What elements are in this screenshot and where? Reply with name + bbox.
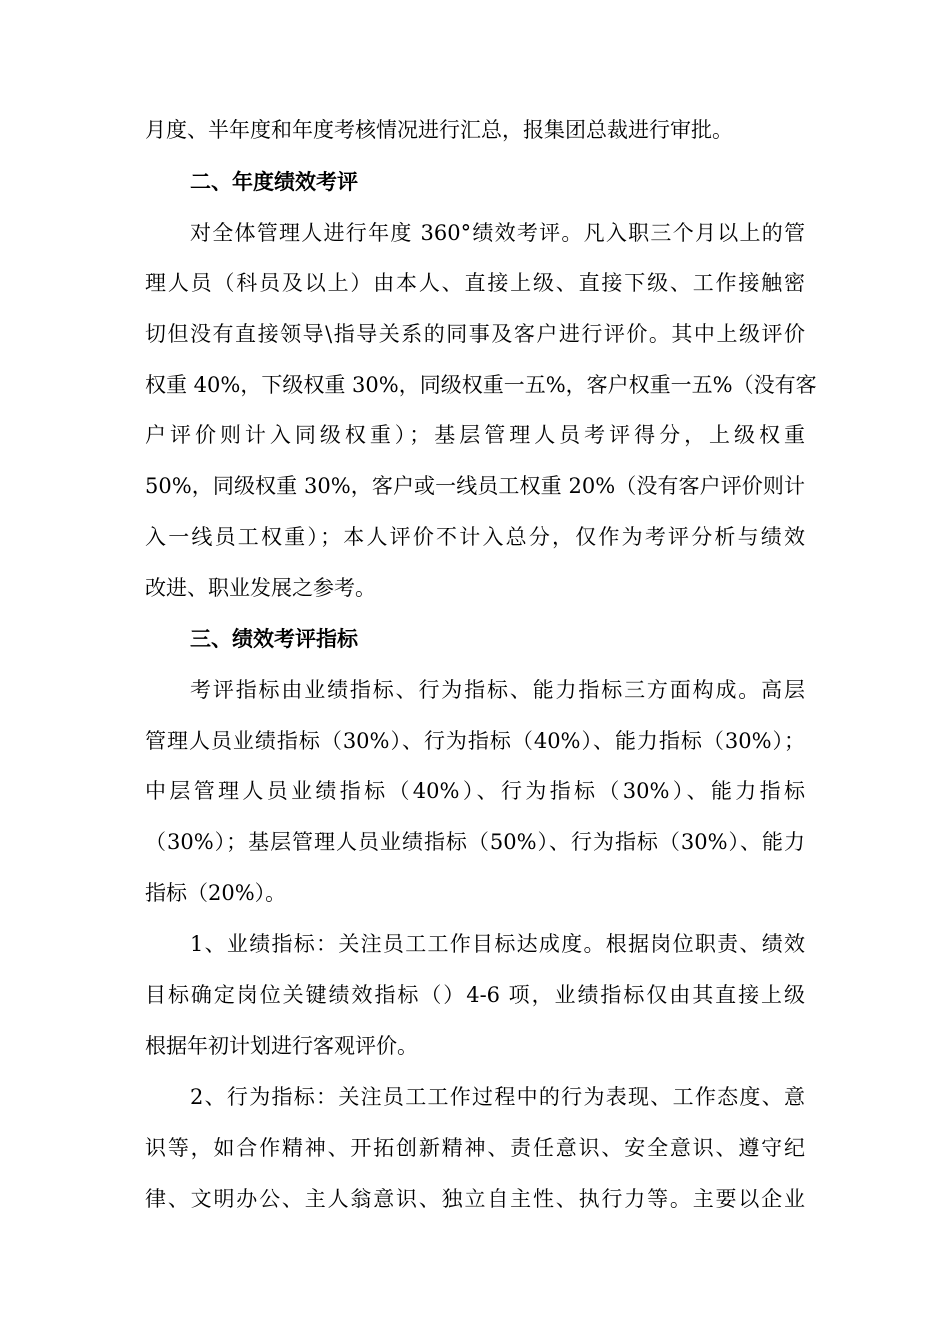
paragraph-line: 指标（20%）。 [145, 881, 287, 905]
paragraph-line: （30%）；基层管理人员业绩指标（50%）、行为指标（30%）、能力 [145, 830, 805, 854]
paragraph-line: 对全体管理人进行年度 360°绩效考评。凡入职三个月以上的管 [190, 221, 805, 245]
paragraph-line: 月度、半年度和年度考核情况进行汇总，报集团总裁进行审批。 [145, 118, 733, 142]
paragraph-line: 中层管理人员业绩指标（40%）、行为指标（30%）、能力指标 [145, 779, 805, 803]
paragraph-line: 2、行为指标：关注员工工作过程中的行为表现、工作态度、意 [190, 1085, 805, 1109]
paragraph-line: 改进、职业发展之参考。 [145, 576, 376, 600]
paragraph-line: 管理人员业绩指标（30%）、行为指标（40%）、能力指标（30%）； [145, 729, 805, 753]
section-heading-annual-evaluation: 二、年度绩效考评 [190, 170, 358, 194]
paragraph-line: 切但没有直接领导\指导关系的同事及客户进行评价。其中上级评价 [145, 322, 805, 346]
paragraph-line: 权重 40%，下级权重 30%，同级权重一五%，客户权重一五%（没有客 [145, 373, 817, 397]
paragraph-line: 50%，同级权重 30%，客户或一线员工权重 20%（没有客户评价则计 [145, 474, 805, 498]
paragraph-line: 1、业绩指标：关注员工工作目标达成度。根据岗位职责、绩效 [190, 932, 805, 956]
paragraph-line: 律、文明办公、主人翁意识、独立自主性、执行力等。主要以企业 [145, 1187, 805, 1211]
section-heading-evaluation-indicators: 三、绩效考评指标 [190, 627, 358, 651]
paragraph-line: 考评指标由业绩指标、行为指标、能力指标三方面构成。高层 [190, 678, 805, 702]
paragraph-line: 目标确定岗位关键绩效指标（）4-6 项，业绩指标仅由其直接上级 [145, 983, 805, 1007]
paragraph-line: 户评价则计入同级权重）；基层管理人员考评得分，上级权重 [145, 423, 805, 447]
paragraph-line: 识等，如合作精神、开拓创新精神、责任意识、安全意识、遵守纪 [145, 1136, 805, 1160]
paragraph-line: 入一线员工权重）；本人评价不计入总分，仅作为考评分析与绩效 [145, 525, 805, 549]
paragraph-line: 根据年初计划进行客观评价。 [145, 1034, 418, 1058]
paragraph-line: 理人员（科员及以上）由本人、直接上级、直接下级、工作接触密 [145, 271, 805, 295]
